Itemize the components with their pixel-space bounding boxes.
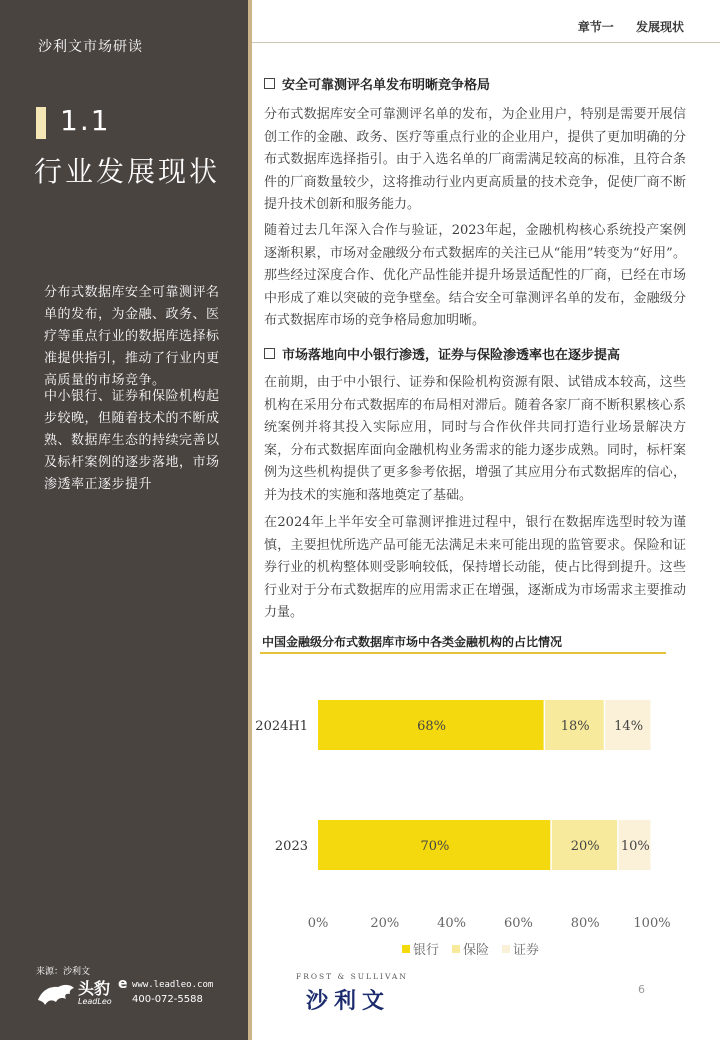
- web-icon: e: [118, 976, 128, 992]
- paragraph-2: 随着过去几年深入合作与验证，2023年起，金融机构核心系统投产案例逐渐积累，市场对金融级分布式数据库的关注已从“能用”转变为“好用”。那些经过深度合作、优化产品性能并提升场景适配性的厂商，已经在市场中形成了难以突破的竞争壁垒。结合安全可靠测评名单的发布，金融级分布式数据库市场的竞争格局愈加明晰。: [264, 223, 686, 328]
- logo-cn-text: 头豹: [78, 979, 111, 998]
- legend-swatch: [502, 945, 510, 953]
- section-title: 行业发展现状: [34, 155, 221, 188]
- legend-label: 银行: [413, 943, 440, 958]
- sidebar: [0, 0, 248, 1040]
- partner-en: FROST & SULLIVAN: [296, 972, 408, 981]
- leopard-icon: [36, 978, 76, 1008]
- legend-label: 保险: [463, 943, 490, 958]
- subheading-2-text: 市场落地向中小银行渗透，证券与保险渗透率也在逐步提高: [282, 348, 621, 363]
- x-tick-label: 0%: [307, 916, 329, 931]
- paragraph-4: 在2024年上半年安全可靠测评推进过程中，银行在数据库选型时较为谨慎，主要担忧所选产品可能无法满足未来可能出现的监管要求。保险和证券行业的机构整体则受影响较低，保持增长动能，使占比得到提升。这些行业对于分布式数据库的应用需求正在增强，逐渐成为市场需求主要推动力量。: [264, 515, 686, 620]
- data-label: 68%: [417, 719, 447, 734]
- logo-website: www.leadleo.com: [132, 980, 214, 990]
- page-number: 6: [638, 983, 645, 996]
- leadleo-logo: [36, 976, 236, 1010]
- chart-title-underline: [260, 652, 666, 654]
- legend-swatch: [452, 945, 460, 953]
- category-label: 2023: [274, 839, 308, 854]
- brand-title: 沙利文市场研读: [38, 39, 143, 55]
- checkbox-icon: [264, 348, 275, 359]
- subheading-2: [264, 344, 620, 363]
- data-label: 70%: [420, 839, 450, 854]
- category-label: 2024H1: [255, 719, 308, 734]
- partner-cn: 沙利文: [306, 989, 391, 1014]
- page-header: [560, 18, 684, 35]
- logo-phone: 400-072-5588: [132, 994, 203, 1005]
- paragraph-1: 分布式数据库安全可靠测评名单的发布，为企业用户，特别是需要开展信创工作的金融、政务、医疗等重点行业的企业用户，提供了更加明确的分布式数据库选择指引。由于入选名单的厂商需满足较高的标准，且符合条件的厂商数量较少，这将推动行业内更高质量的技术竞争，促使厂商不断提升技术创新和服务能力。: [264, 107, 686, 212]
- data-label: 14%: [614, 719, 644, 734]
- x-tick-label: 20%: [370, 916, 400, 931]
- logo-en-text: LeadLeo: [78, 997, 112, 1006]
- x-tick-label: 40%: [437, 916, 467, 931]
- chapter-label: 章节一: [577, 20, 614, 34]
- section-number: 1.1: [60, 104, 111, 137]
- source-note: 来源：沙利文: [36, 967, 91, 977]
- chart-title: 中国金融级分布式数据库市场中各类金融机构的占比情况: [262, 635, 563, 649]
- sidebar-summary-2: 中小银行、证券和保险机构起步较晚，但随着技术的不断成熟、数据库生态的持续完善以及标杆案例的逐步落地，市场渗透率正逐步提升: [44, 389, 220, 492]
- x-tick-label: 60%: [503, 916, 533, 931]
- subheading-1-text: 安全可靠测评名单发布明晰竞争格局: [282, 78, 491, 93]
- subheading-1: [264, 74, 490, 93]
- paragraph-3: 在前期，由于中小银行、证券和保险机构资源有限、试错成本较高，这些机构在采用分布式数据库的布局相对滞后。随着各家厂商不断积累核心系统案例并将其投入实际应用，同时与合作伙伴共同打造行业场景解决方案，分布式数据库面向金融机构业务需求的能力逐步成熟。同时，标杆案例为这些机构提供了更多参考依据，增强了其应用分布式数据库的信心，并为技术的实施和落地奠定了基础。: [264, 375, 686, 503]
- checkbox-icon: [264, 78, 275, 89]
- chapter-topic: 发展现状: [635, 20, 684, 34]
- header-divider: [252, 42, 720, 43]
- data-label: 10%: [620, 839, 650, 854]
- section-marker: [36, 107, 46, 139]
- data-label: 20%: [570, 839, 600, 854]
- stacked-bar-chart: [252, 660, 672, 960]
- x-tick-label: 100%: [633, 916, 671, 931]
- legend-swatch: [402, 945, 410, 953]
- legend-label: 证券: [513, 943, 540, 958]
- frost-sullivan-logo: [296, 972, 436, 1012]
- data-label: 18%: [560, 719, 590, 734]
- x-tick-label: 80%: [570, 916, 600, 931]
- sidebar-summary-1: 分布式数据库安全可靠测评名单的发布，为金融、政务、医疗等重点行业的数据库选择标准提供指引，推动了行业内更高质量的市场竞争。: [44, 285, 220, 388]
